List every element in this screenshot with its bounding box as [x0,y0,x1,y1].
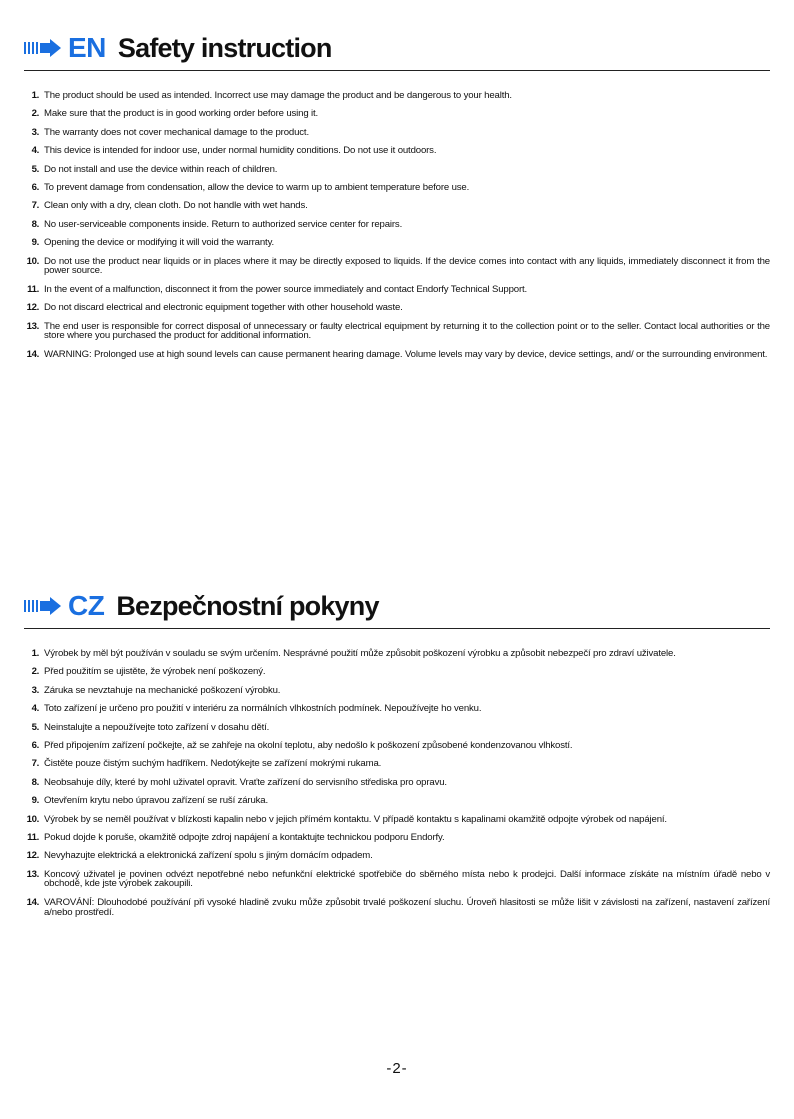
item-number: 4. [31,703,39,715]
item-text: Do not discard electrical and electronic equipment together with other household waste. [44,302,403,314]
list-item [24,723,770,741]
item-number: 12. [26,850,39,862]
list-item [24,165,770,183]
list-item [24,285,770,303]
item-number: 6. [31,739,39,751]
item-text: WARNING: Prolonged use at high sound levels can cause permanent hearing damage. Volume levels may vary by device, device settings, and/ or the surrounding environment. [44,349,768,361]
item-text: Neobsahuje díly, které by mohl uživatel opravit. Vraťte zařízení do servisního střediska pro opravu. [44,776,447,788]
instruction-list-cz [24,649,770,927]
item-text: Otevřením krytu nebo úpravou zařízení se ruší záruka. [44,795,269,807]
divider [24,628,770,629]
item-text: Pokud dojde k poruše, okamžitě odpojte zdroj napájení a kontaktujte technickou podporu Endorfy. [44,831,445,843]
item-number: 9. [31,795,39,807]
item-text: Opening the device or modifying it will void the warranty. [44,237,275,249]
item-number: 1. [31,90,39,101]
item-text: To prevent damage from condensation, allow the device to warm up to ambient temperature before use. [44,181,470,193]
item-text: Nevyhazujte elektrická a elektronická zařízení spolu s jiným domácím odpadem. [44,850,373,862]
item-number: 14. [26,897,39,909]
item-number: 5. [31,721,39,733]
divider [24,70,770,71]
item-number: 5. [31,163,39,175]
item-text: No user-serviceable components inside. Return to authorized service center for repairs. [44,218,403,230]
item-text: In the event of a malfunction, disconnect it from the power source immediately and contact Endorfy Technical Support. [44,284,528,296]
section-cz [24,588,770,927]
item-number: 11. [27,831,39,843]
item-number: 7. [31,758,39,770]
list-item [24,146,770,164]
item-number: 13. [26,320,39,332]
list-item [24,220,770,238]
list-item [24,741,770,759]
item-text: Před připojením zařízení počkejte, až se zahřeje na okolní teplotu, aby nedošlo k poškození způsobené kondenzovanou vlhkostí. [44,739,573,751]
list-item [24,778,770,796]
list-item [24,686,770,704]
item-number: 8. [31,776,39,788]
item-text: The warranty does not cover mechanical damage to the product. [44,126,309,138]
page-number: -2- [386,1060,408,1077]
item-text: Do not use the product near liquids or in places where it may be directly exposed to liquids. If the device comes into contact with any liquids, immediately disconnect it from the power source. [44,255,770,277]
item-number: 12. [26,302,39,314]
list-item [24,667,770,685]
item-number: 2. [31,666,39,678]
section-title: Bezpečnostní pokyny [116,590,379,621]
language-code: EN [68,32,106,63]
item-text: Koncový uživatel je povinen odvézt nepotřebné nebo nefunkční elektrické spotřebiče do sběrného místa nebo k prodejci. Další informace získáte na místním úřadě nebo v obchodě, kde jste výrobek zakoupili. [44,868,770,890]
list-item [24,201,770,219]
list-item [24,898,770,927]
item-number: 11. [27,284,39,296]
item-number: 1. [31,648,39,659]
section-en [24,30,770,379]
list-item [24,815,770,833]
item-number: 13. [26,868,39,880]
item-text: The product should be used as intended. Incorrect use may damage the product and be dangerous to your health. [44,90,512,101]
list-item [24,128,770,146]
list-item [24,303,770,321]
item-number: 3. [31,684,39,696]
item-number: 10. [26,813,39,825]
item-text: Výrobek by měl být používán v souladu se svým určením. Nesprávné použití může způsobit poškození výrobku a způsobit nebezpečí pro zdraví uživatele. [44,648,676,659]
list-item [24,833,770,851]
list-item [24,649,770,667]
item-number: 3. [31,126,39,138]
list-item [24,322,770,351]
list-item [24,109,770,127]
list-item [24,796,770,814]
list-item [24,870,770,899]
list-item [24,759,770,777]
list-item [24,704,770,722]
item-text: Čistěte pouze čistým suchým hadříkem. Nedotýkejte se zařízení mokrými rukama. [44,758,382,770]
language-code: CZ [68,590,105,621]
item-number: 9. [31,237,39,249]
item-number: 10. [26,255,39,267]
item-number: 7. [31,200,39,212]
list-item [24,350,770,379]
list-item [24,183,770,201]
instruction-list-en [24,91,770,379]
item-text: Neinstalujte a nepoužívejte toto zařízení v dosahu dětí. [44,721,270,733]
arrow-icon [24,38,62,58]
item-text: Clean only with a dry, clean cloth. Do not handle with wet hands. [44,200,308,212]
item-text: This device is intended for indoor use, under normal humidity conditions. Do not use it outdoors. [44,145,437,157]
list-item [24,257,770,286]
section-heading-en [24,30,770,66]
item-text: Před použitím se ujistěte, že výrobek není poškozený. [44,666,266,678]
list-item [24,238,770,256]
arrow-icon [24,596,62,616]
list-item [24,851,770,869]
section-heading-cz [24,588,770,624]
item-number: 8. [31,218,39,230]
item-number: 4. [31,145,39,157]
item-text: Záruka se nevztahuje na mechanické poškození výrobku. [44,684,281,696]
section-title: Safety instruction [117,32,332,63]
item-text: VAROVÁNÍ: Dlouhodobé používání při vysoké hladině zvuku může způsobit trvalé poškození sluchu. Úroveň hlasitosti se může lišit v závislosti na zařízení, nastavení zařízení a/nebo prostředí. [44,897,770,918]
item-number: 14. [26,349,39,361]
item-number: 2. [31,108,39,120]
item-text: Toto zařízení je určeno pro použití v interiéru za normálních vlhkostních podmínek. Nepoužívejte ho venku. [44,703,482,715]
item-number: 6. [31,181,39,193]
item-text: Do not install and use the device within reach of children. [44,163,278,175]
item-text: Make sure that the product is in good working order before using it. [44,108,319,120]
item-text: Výrobek by se neměl používat v blízkosti kapalin nebo v jejich přímém kontaktu. V případě kontaktu s kapalinami okamžitě odpojte výrobek od napájení. [44,813,667,825]
list-item [24,91,770,109]
item-text: The end user is responsible for correct disposal of unnecessary or faulty electrical equipment by returning it to the collection point or to the seller. Contact local authorities or the store where you purchased the product for additional information. [44,320,770,342]
